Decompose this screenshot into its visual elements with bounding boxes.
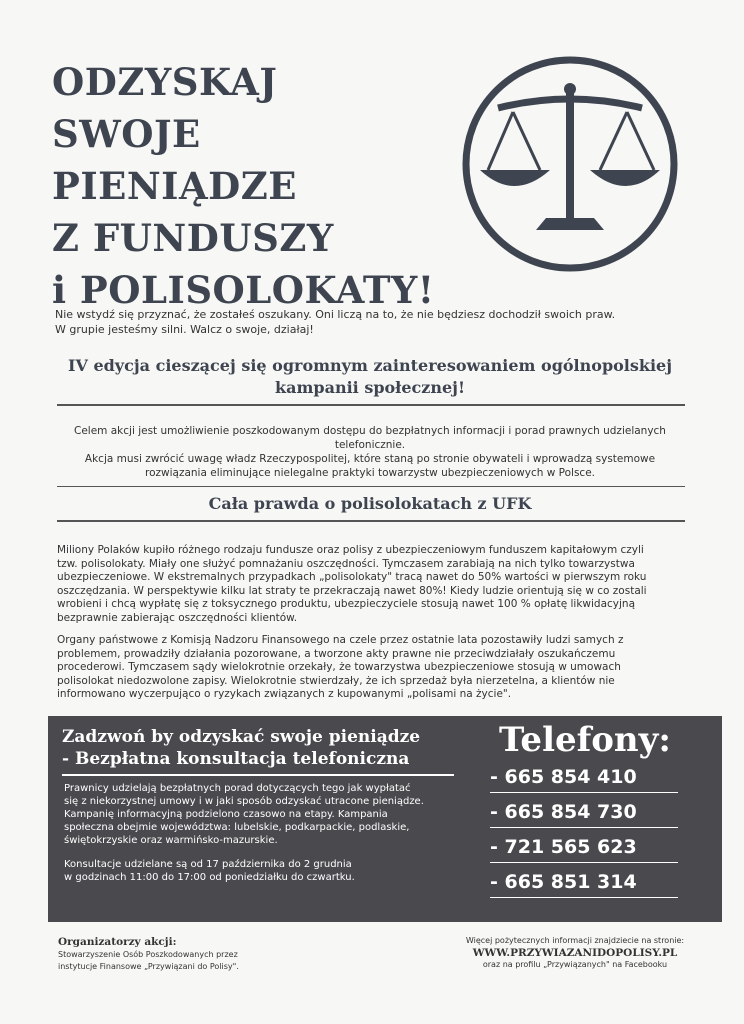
headline-line: ODZYSKAJ (52, 60, 278, 104)
campaign-line: IV edycja cieszącej się ogromnym zainteresowaniem ogólnopolskiej (67, 356, 673, 375)
band-title-line: Zadzwoń by odzyskać swoje pieniądze (62, 727, 421, 747)
phone-number[interactable]: - 721 565 623 (490, 836, 678, 863)
website-link[interactable]: WWW.PRZYWIAZANIDOPOLISY.PL (472, 947, 678, 959)
divider (57, 520, 685, 522)
organizers-title: Organizatorzy akcji: (58, 936, 177, 948)
paragraph-line: Miliony Polaków kupiło różnego rodzaju fundusze oraz polisy z ubezpieczeniowym funduszem kapitałowym czyli (57, 544, 644, 556)
band-line: Kampanię informacyjną podzielono czasowo na etapy. Kampania (64, 809, 388, 820)
phones-title: Telefony: (499, 720, 671, 760)
paragraph-line: tzw. polisolokaty. Miały one służyć pomnażaniu oszczędności. Tymczasem zarabiają na nich tylko towarzystwa (57, 557, 635, 570)
band-line: Konsultacje udzielane są od 17 października do 2 grudnia (64, 859, 352, 870)
intro-line: W grupie jesteśmy silni. Walcz o swoje, działaj! (55, 323, 314, 336)
organizers-line: Stowarzyszenie Osób Poszkodowanych przez (58, 950, 238, 959)
paragraph-line: bezprawnie zabierając oszczędności klientów. (57, 611, 298, 624)
aim-line: telefonicznie. (334, 439, 406, 451)
aim-line: Celem akcji jest umożliwienie poszkodowanym dostępu do bezpłatnych informacji i porad prawnych udzielanych (74, 425, 666, 437)
campaign-heading (50, 355, 690, 399)
paragraph-line: oszczędzania. W perspektywie kilku lat straty te przekraczają nawet 80%! Kiedy ludzie orientują się w co zostali (57, 584, 647, 597)
intro-text (55, 307, 655, 337)
paragraph-line: problemem, prowadziły działania pozorowane, a tworzone akty prawne nie przeciwdziałały oszukańczemu (57, 647, 616, 660)
band-line: się z niekorzystnej umowy i w jaki sposób odzyskać utracone pieniądze. (64, 796, 424, 807)
phone-number[interactable]: - 665 854 730 (490, 801, 678, 828)
band-line: świętokrzyskie oraz warmińsko-mazurskie. (64, 835, 278, 846)
paragraph-line: polisolokat niedozwolone zapisy. Wielokrotnie stwierdzały, że ich sprzedaż była nierzetelna, a klientów nie (57, 674, 615, 687)
headline (52, 56, 492, 316)
intro-line: Nie wstydź się przyznać, że zostałeś oszukany. Oni liczą na to, że nie będziesz dochodził swoich praw. (55, 308, 616, 321)
band-title (62, 726, 420, 770)
more-info-line: Więcej pożytecznych informacji znajdziecie na stronie: (465, 936, 685, 945)
campaign-line: kampanii społecznej! (275, 378, 465, 397)
aim-line: Akcja musi zwrócić uwagę władz Rzeczypospolitej, które staną po stronie obywateli i wprowadzą systemowe (84, 453, 656, 465)
more-info (430, 935, 720, 971)
scales-of-justice-icon (458, 52, 682, 276)
contact-band (48, 716, 722, 922)
headline-line: PIENIĄDZE (52, 164, 297, 208)
organizers-line: instytucje Finansowe „Przywiązani do Polisy". (58, 962, 239, 971)
divider (57, 404, 685, 406)
organizers (58, 936, 338, 973)
divider (57, 486, 685, 487)
band-title-line: - Bezpłatna konsultacja telefoniczna (62, 749, 410, 769)
phone-number[interactable]: - 665 851 314 (490, 871, 678, 898)
band-hours (64, 858, 484, 884)
paragraph-line: Organy państwowe z Komisją Nadzoru Finansowego na czele przez ostatnie lata pozostawiły ludzi samych z (57, 634, 624, 646)
more-info-line: oraz na profilu „Przywiązanych" na Facebooku (482, 960, 668, 969)
paragraph-line: procederowi. Tymczasem sądy wielokrotnie orzekały, że towarzystwa ubezpieczeniowe stosują w umowach (57, 661, 621, 673)
paragraph-line: wrobieni i chcą wypłatę się z toksycznego produktu, ubezpieczyciele stosują nawet 100 % opłatę likwidacyjną (57, 598, 636, 610)
band-description (64, 782, 484, 847)
phone-number[interactable]: - 665 854 410 (490, 766, 678, 793)
section-title: Cała prawda o polisolokatach z UFK (208, 494, 532, 513)
paragraph-1 (57, 544, 687, 625)
band-line: społeczna obejmie województwa: lubelskie, podkarpackie, podlaskie, (64, 822, 410, 833)
paragraph-line: ubezpieczeniowe. W ekstremalnych przypadkach „polisolokaty" tracą nawet do 50% wartości w pierwszym roku (57, 571, 647, 583)
headline-line: Z FUNDUSZY (52, 216, 334, 260)
paragraph-line: informowano wyczerpująco o ryzykach związanych z kupowanymi „polisami na życie". (57, 688, 512, 700)
band-divider (62, 774, 454, 776)
headline-line: i POLISOLOKATY! (52, 268, 435, 312)
paragraph-2 (57, 634, 687, 702)
aim-text (50, 424, 690, 480)
aim-line: rozwiązania eliminujące nielegalne praktyki towarzystw ubezpieczeniowych w Polsce. (145, 467, 595, 479)
headline-line: SWOJE (52, 112, 201, 156)
band-line: w godzinach 11:00 do 17:00 od poniedziałku do czwartku. (64, 872, 355, 883)
band-line: Prawnicy udzielają bezpłatnych porad dotyczących tego jak wypłatać (64, 783, 411, 794)
